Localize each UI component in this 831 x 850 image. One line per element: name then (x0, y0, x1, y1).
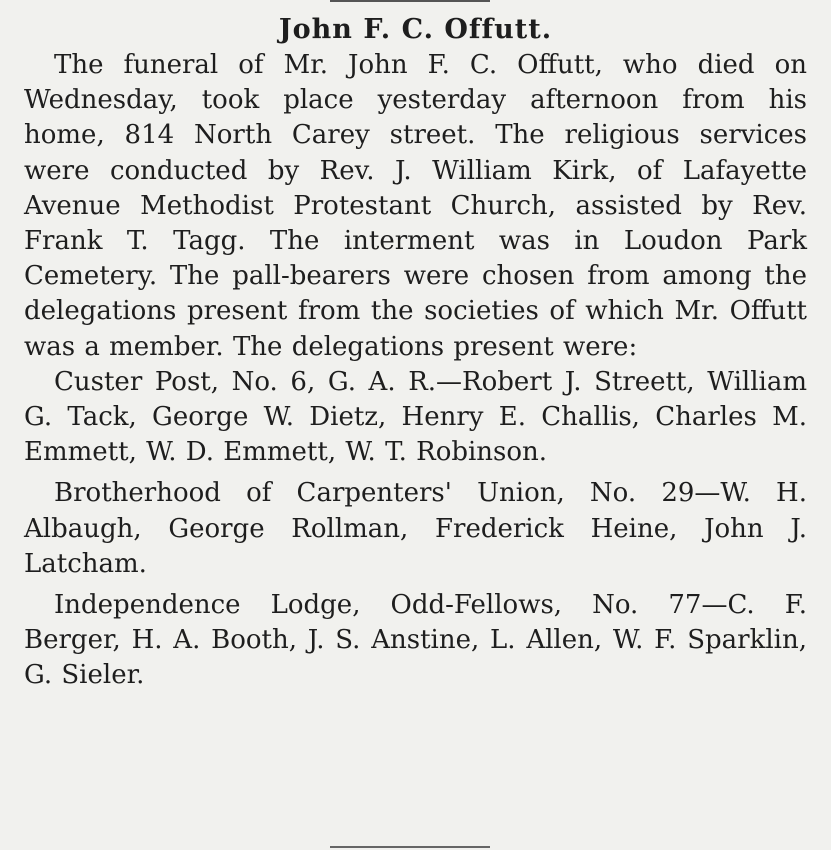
article-paragraph-odd-fellows: Independence Lodge, Odd-Fellows, No. 77—C. F. Berger, H. A. Booth, J. S. Anstine, L. Allen, W. F. Sparklin, G. Sieler. (24, 590, 807, 691)
article-headline: John F. C. Offutt. (278, 14, 553, 45)
article-paragraph-custer-post: Custer Post, No. 6, G. A. R.—Robert J. Streett, William G. Tack, George W. Dietz, Henry E. Challis, Charles M. Emmett, W. D. Emmett, W. T. Robinson. (24, 366, 807, 468)
article-paragraph-main: The funeral of Mr. John F. C. Offutt, who died on Wednesday, took place yesterday afternoon from his home, 814 North Carey street. The religious services were conducted by Rev. J. William Kirk, of Lafayette Avenue Methodist Protestant Church, assisted by Rev. Frank T. Tagg. The interment was in Loudon Park Cemetery. The pall-bearers were chosen from among the delegations present from the societies of which Mr. Offutt was a member. The delegations present were: (24, 50, 807, 362)
top-divider-rule (330, 0, 490, 2)
bottom-divider-rule (330, 846, 490, 848)
article-paragraph-carpenters-union: Brotherhood of Carpenters' Union, No. 29—W. H. Albaugh, George Rollman, Frederick Heine, John J. Latcham. (24, 478, 807, 579)
